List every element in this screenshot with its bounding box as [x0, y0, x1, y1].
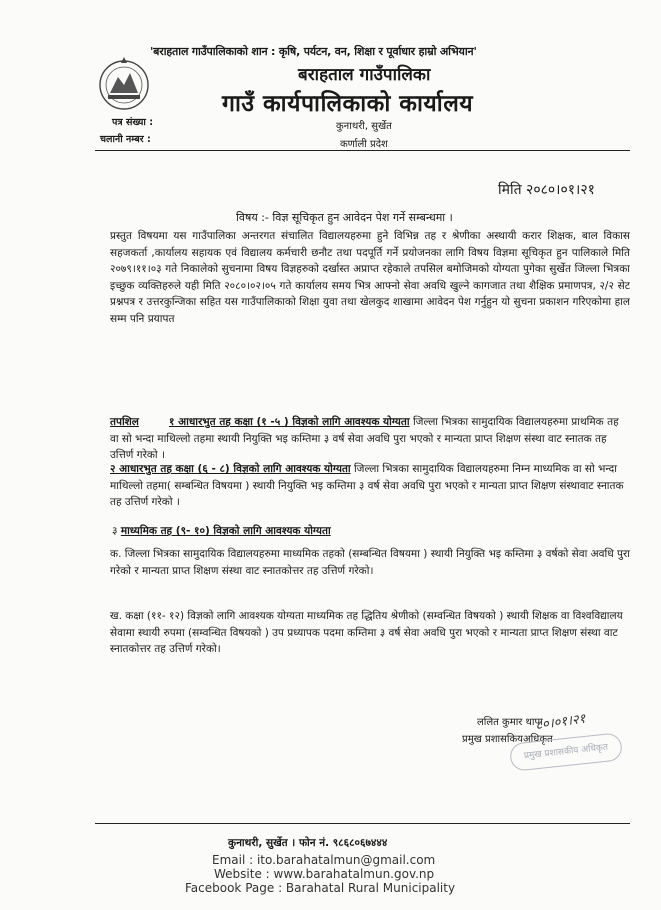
office-title: गाउँ कार्यपालिकाको कार्यालय [222, 91, 474, 117]
section-3-number: ३ [112, 525, 121, 537]
section-2-heading: २ आधारभुत तह कक्षा (६ - ८) विज्ञको लागि आवश्यक योग्यता [110, 463, 351, 475]
footer-facebook: Facebook Page : Barahatal Rural Municipality [185, 881, 456, 895]
footer-divider [95, 823, 630, 824]
letter-subject: विषय :- विज्ञ सूचिकृत हुन आवेदन पेश गर्ने सम्बन्धमा । [236, 211, 453, 224]
header-divider [95, 150, 630, 151]
section-2 [110, 461, 630, 511]
signatory-title: प्रमुख प्रशासकियअधिकृत [462, 734, 553, 745]
official-stamp: प्रमुख प्रशासकीय अधिकृत [509, 732, 623, 772]
office-motto: 'बराहताल गाउँपालिकाको शान : कृषि, पर्यटन, वन, शिक्षा र पूर्वाधार हाम्रो अभियान' [150, 45, 477, 58]
dispatch-number-label: चलानी नम्बर : [100, 134, 151, 145]
handwritten-signature-date: ८०।०१।२१ [534, 711, 587, 734]
tapsil-label: तपशिल [110, 416, 139, 428]
address-line-1: कुनाथरी, सुर्खेत [336, 121, 392, 132]
section-3-heading-line [112, 524, 331, 538]
letter-number-label: पत्र संख्या : [112, 117, 154, 128]
footer-email: Email : ito.barahatalmun@gmail.com [212, 853, 436, 867]
footer-address-phone: कुनाथरी, सुर्खेत । फोन नं. ९८६८०६७४४४ [228, 837, 388, 849]
section-3-heading: माध्यमिक तह (९- १०) विज्ञको लागि आवश्यक योग्यता [120, 525, 331, 537]
section-1 [110, 414, 630, 464]
section-1-text: जिल्ला भित्रका सामुदायिक विद्यालयहरुमा प्राथमिक तह वा सो भन्दा माथिल्लो तहमा स्थायी नियुक्ति भइ कम्तिमा ३ वर्ष सेवा अवधि पुरा भएको र मान्यता प्राप्त शिक्षण संस्था वाट स्नातक तह उत्तिर्ण गरेको । [110, 416, 619, 461]
footer-website: Website : www.barahatalmun.gov.np [214, 867, 435, 881]
section-2-text: जिल्ला भित्रका सामुदायिक विद्यालयहरुमा निम्न माध्यमिक वा सो भन्दा माथिल्लो तहमा( सम्बन्धित विषयमा ) स्थायी नियुक्ति भइ कम्तिमा ३ वर्ष सेवा अवधि पुरा भएको र मान्यता प्राप्त शिक्षण संस्थावाट स्नातक तह उत्तिर्ण गरेको । [110, 463, 624, 508]
section-3a: क. जिल्ला भित्रका सामुदायिक विद्यालयहरुमा माध्यमिक तहको (सम्बन्धित विषयमा ) स्थायी नियुक्ति भइ कम्तिमा ३ वर्षको सेवा अवधि पुरा गरेको र मान्यता प्राप्त शिक्षण संस्था वाट स्नातकोत्तर तह उत्तिर्ण गरेको। [110, 548, 631, 577]
section-1-heading: १ आधारभुत तह कक्षा (१ -५ ) विज्ञको लागि आवश्यक योग्यता [168, 416, 410, 428]
address-line-2: कर्णाली प्रदेश [340, 139, 388, 150]
signatory-name: ललित कुमार थापा [477, 717, 543, 728]
nepal-emblem-icon [96, 55, 152, 113]
body-paragraph: प्रस्तुत विषयमा यस गाउँपालिका अन्तरगत संचालित विद्यालयहरुमा हुने विभिन्न तह र श्रेणीका अस्थायी करार शिक्षक, बाल विकास सहजकर्ता ,कार्यालय सहायक एवं विद्यालय कर्मचारी छनौट तथा पदपूर्ति गर्ने प्रयोजनका लागि विषय विज्ञमा सूचिकृत हुन पालिकाले मिति २०७९।११।०३ गते निकालेको सुचनामा विषय विज्ञहरुको दर्खास्त अप्राप्त रहेकाले तपसिल बमोजिमको योग्यता पुगेका सुर्खेत जिल्ला भित्रका इच्छुक व्यक्तिहरुले यही मिति २०८०।०२।०५ गते कार्यालय समय भित्र आफ्नो सेवा अवधि खुल्ने कागजात तथा शैक्षिक प्रमाणपत्र, २/२ सेट प्रश्नपत्र र उत्तरकुन्जिका सहित यस गाउँपालिकाको शिक्षा युवा तथा खेलकुद शाखामा आवेदन पेश गर्नुहुन यो सुचना प्रकाशन गरिएकोमा हाल सम्म पनि प्रयापत [110, 230, 630, 325]
office-name: बराहताल गाउँपालिका [298, 65, 431, 85]
letter-date: मिति २०८०।०१।२१ [498, 182, 595, 198]
section-3b-text: माध्यमिक तह द्धितिय श्रेणीको (सम्वन्धित विषयको ) स्थायी शिक्षक वा विश्वविद्यालय सेवामा स्थायी रुपमा (सम्वन्धित विषयको ) उप प्रध्यापक पदमा कम्तिमा ३ वर्ष सेवा अवधि पुरा भएको र मान्यता प्राप्त शिक्षण संस्था वाट स्नातकोत्तर तह उत्तिर्ण गरेको। [110, 610, 623, 655]
section-3b-label: ख. कक्षा (११- १२) विज्ञको लागि आवश्यक योग्यता [110, 610, 304, 622]
section-3b [110, 608, 630, 658]
